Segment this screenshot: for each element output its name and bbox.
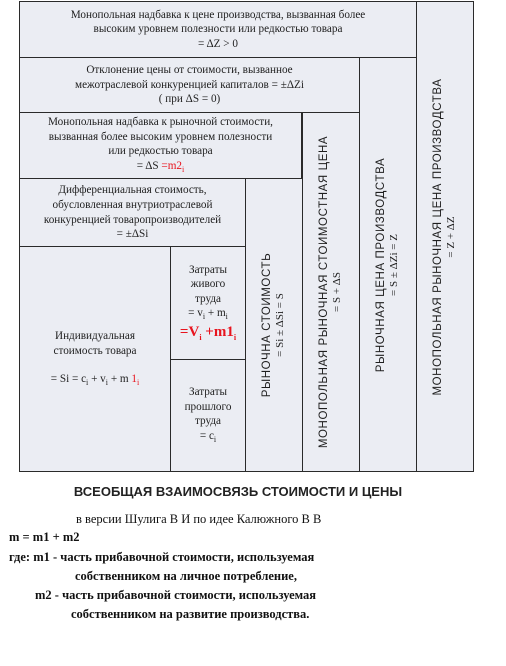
column-monopoly-market-value-price [302, 112, 360, 472]
column-label [260, 253, 288, 398]
box-formula: = ±ΔSi [116, 228, 149, 241]
formula-text: + v [88, 373, 106, 386]
box-text-line: или редкостью товара [108, 145, 213, 158]
column-formula: = Z + ΔZ [445, 215, 458, 258]
red-subscript: i [182, 165, 185, 175]
author-note: в версии Шулига В И по идее Калюжного В В [76, 512, 322, 526]
red-subscript: i [137, 378, 140, 388]
red-annotation: 1 [131, 373, 138, 386]
column-formula: = S ± ΔZi = Z [388, 233, 401, 296]
m2-definition-line1: m2 - часть прибавочной стоимости, используемая [35, 588, 317, 602]
box-formula [185, 429, 232, 446]
red-formula-text: =V [179, 323, 200, 340]
diagram-heading: ВСЕОБЩАЯ ВЗАИМОСВЯЗЬ СТОИМОСТИ И ЦЕНЫ [73, 484, 403, 499]
box-price-deviation [19, 57, 360, 113]
red-formula-subscript: i [233, 332, 237, 342]
box-text-line: труда [194, 415, 222, 428]
box-text-line: живого [190, 278, 226, 291]
column-label [317, 136, 345, 448]
formula-text: = c [199, 430, 214, 443]
box-formula [48, 159, 273, 176]
m2-definition-line2: собственником на развитие производства. [71, 607, 310, 621]
box-text-line: ( при ΔS = 0) [158, 93, 221, 106]
formula-subscript: i [225, 312, 228, 322]
box-text-line: Индивидуальная [54, 330, 135, 343]
m1-definition-line2: собственником на личное потребление, [75, 569, 297, 583]
column-title: МОНОПОЛЬНАЯ РЫНОЧНАЯ СТОИМОСТНАЯ ЦЕНА [317, 135, 330, 449]
formula-subscript: i [202, 312, 206, 322]
box-past-labor [170, 359, 246, 472]
formula-text: = ΔS [136, 160, 159, 173]
formula-subscript: i [105, 378, 109, 388]
column-label [431, 78, 459, 395]
box-text-line: вызванная более высоким уровнем полезности [48, 130, 273, 143]
box-differential-value [19, 178, 246, 247]
column-market-value [245, 178, 303, 472]
box-formula [51, 372, 140, 389]
column-title: РЫНОЧНАЯ ЦЕНА ПРОИЗВОДСТВА [374, 157, 387, 372]
box-monopoly-production-markup [19, 1, 417, 58]
box-text-line: Дифференциальная стоимость, [58, 184, 207, 197]
box-text-line: прошлого [184, 400, 232, 413]
column-formula: = Si ± ΔSi = S [274, 293, 287, 357]
m1-definition-line1: где: m1 - часть прибавочной стоимости, используемая [9, 550, 315, 564]
box-text-line: Отклонение цены от стоимости, вызванное [86, 64, 293, 77]
box-text-line: конкуренцией товаропроизводителей [43, 213, 222, 226]
box-text-line: Затраты [189, 263, 227, 276]
column-title: МОНОПОЛЬНАЯ РЫНОЧНАЯ ЦЕНА ПРОИЗВОДСТВА [431, 77, 444, 396]
column-title: РЫНОЧНА СТОИМОСТЬ [260, 252, 273, 398]
box-text-line: высоким уровнем полезности или редкостью товара [93, 23, 343, 36]
formula-subscript: i [213, 435, 217, 445]
column-formula: = S + ΔS [331, 272, 344, 312]
box-text-line: межотраслевой конкуренцией капиталов = ±ΔZi [75, 78, 304, 91]
box-text-line: Монопольная надбавка к рыночной стоимости, [48, 116, 273, 129]
formula-subscript: i [86, 378, 89, 388]
formula-text: + m [205, 307, 226, 320]
box-formula: = ΔZ > 0 [197, 37, 238, 50]
red-formula [180, 323, 236, 343]
box-text-line: труда [194, 292, 222, 305]
box-text-line: Затраты [189, 386, 227, 399]
box-text-line: Монопольная надбавка к цене производства, вызванная более [70, 8, 366, 21]
formula-text: = v [188, 307, 203, 320]
column-monopoly-production-price [416, 1, 474, 472]
box-monopoly-market-markup [19, 112, 302, 179]
red-annotation: =m2 [161, 160, 183, 173]
m-definition: m = m1 + m2 [9, 530, 80, 544]
formula-text: = Si = c [50, 373, 87, 386]
box-text-line: стоимость товара [53, 344, 137, 357]
box-living-labor [170, 246, 246, 360]
column-label [374, 157, 402, 371]
box-formula [180, 306, 236, 323]
red-formula-subscript: i [199, 332, 202, 342]
box-text-line: обусловленная внутриотраслевой [52, 198, 213, 211]
column-market-production-price [359, 57, 417, 472]
formula-text: + m [108, 373, 132, 386]
red-formula-text: +m1 [201, 323, 234, 340]
box-individual-value [19, 246, 171, 472]
